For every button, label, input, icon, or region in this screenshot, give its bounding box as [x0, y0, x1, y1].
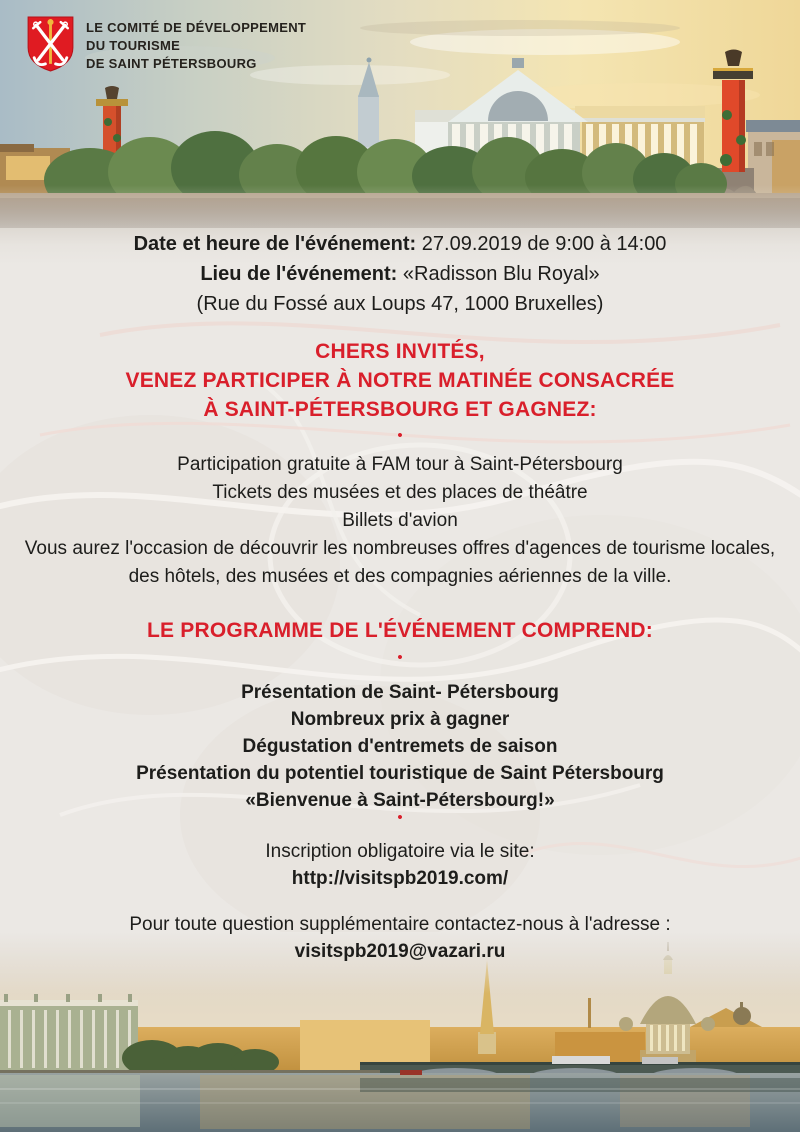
invitation-heading-line: VENEZ PARTICIPER À NOTRE MATINÉE CONSACRÉE: [125, 369, 675, 392]
invitation-heading: [10, 337, 790, 424]
event-date-value: 27.09.2019 de 9:00 à 14:00: [421, 233, 667, 255]
bullet-separator: •: [397, 649, 403, 666]
organization-name: [86, 16, 306, 73]
event-venue-value: «Radisson Blu Royal»: [402, 263, 600, 285]
registration-url-link[interactable]: http://visitspb2019.com/: [291, 868, 509, 889]
event-date-line: [10, 229, 790, 259]
event-venue-line: [10, 259, 790, 289]
org-line: LE COMITÉ DE DÉVELOPPEMENT: [86, 20, 307, 35]
contact-block: [10, 911, 790, 965]
header: [26, 16, 306, 73]
event-info: [10, 229, 790, 319]
contact-email-link[interactable]: visitspb2019@vazari.ru: [294, 941, 506, 962]
org-line: DU TOURISME: [86, 38, 181, 53]
invitation-heading-line: CHERS INVITÉS,: [315, 340, 485, 363]
list-item: Participation gratuite à FAM tour à Saint-Pétersbourg: [177, 454, 623, 475]
event-address: (Rue du Fossé aux Loups 47, 1000 Bruxelles): [196, 293, 604, 315]
org-line: DE SAINT PÉTERSBOURG: [86, 56, 257, 71]
programme-list: [10, 679, 790, 814]
list-item: Présentation de Saint- Pétersbourg: [241, 682, 559, 703]
programme-heading: LE PROGRAMME DE L'ÉVÉNEMENT COMPREND:: [147, 619, 653, 642]
list-item: Tickets des musées et des places de théâtre: [212, 482, 588, 503]
list-item: Présentation du potentiel touristique de Saint Pétersbourg: [136, 763, 664, 784]
event-date-label: Date et heure de l'événement:: [133, 233, 417, 255]
invitation-heading-line: À SAINT-PÉTERSBOURG ET GAGNEZ:: [203, 398, 597, 421]
boat: [400, 1070, 422, 1075]
contact-line: Pour toute question supplémentaire contactez-nous à l'adresse :: [129, 914, 671, 935]
registration-line: Inscription obligatoire via le site:: [265, 841, 535, 862]
list-item: Vous aurez l'occasion de découvrir les nombreuses offres d'agences de tourisme locales, des hôtels, des musées et des compagnies aériennes de la ville.: [24, 538, 776, 587]
event-venue-label: Lieu de l'événement:: [200, 263, 398, 285]
list-item: «Bienvenue à Saint-Pétersbourg!»: [245, 790, 555, 811]
coat-of-arms-icon: [26, 16, 75, 72]
bullet-separator: •: [397, 427, 403, 444]
list-item: Billets d'avion: [342, 510, 458, 531]
list-item: Nombreux prix à gagner: [290, 709, 510, 730]
winter-palace: [0, 994, 138, 1074]
list-item: Dégustation d'entremets de saison: [242, 736, 558, 757]
bullet-separator: •: [397, 809, 403, 826]
registration-block: [10, 838, 790, 892]
invitation-list: [10, 451, 790, 591]
